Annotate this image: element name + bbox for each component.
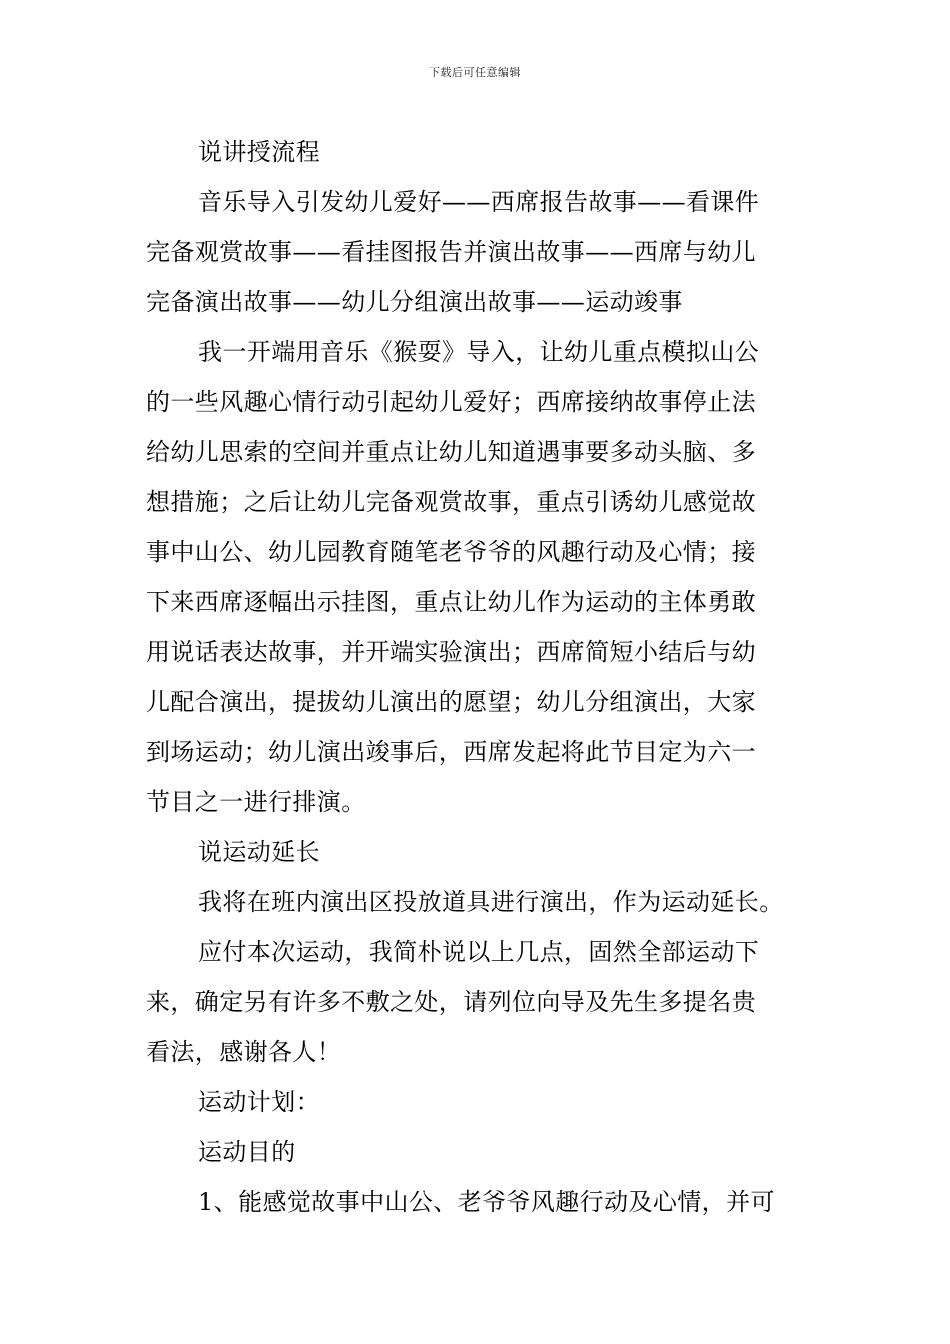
header-note: 下载后可任意编辑 (429, 66, 521, 79)
paragraph-line: 下来西席逐幅出示挂图，重点让幼儿作为运动的主体勇敢 (146, 588, 756, 616)
paragraph-line: 完备观赏故事——看挂图报告并演出故事——西席与幼儿 (146, 238, 756, 266)
section-heading-teaching-process: 说讲授流程 (198, 138, 320, 166)
paragraph-line: 音乐导入引发幼儿爱好——西席报告故事——看课件 (198, 188, 760, 216)
paragraph-line: 看法，感谢各人！ (146, 1038, 342, 1066)
paragraph-line: 我一开端用音乐《猴耍》导入，让幼儿重点模拟山公 (198, 338, 760, 366)
section-heading-activity-goals: 运动目的 (198, 1138, 296, 1166)
paragraph-line: 我将在班内演出区投放道具进行演出，作为运动延长。 (198, 888, 784, 916)
paragraph-line: 用说话表达故事，并开端实验演出；西席简短小结后与幼 (146, 638, 756, 666)
list-item-goal-1: 1、能感觉故事中山公、老爷爷风趣行动及心情，并可 (198, 1188, 775, 1216)
paragraph-line: 儿配合演出，提拔幼儿演出的愿望；幼儿分组演出，大家 (146, 688, 756, 716)
paragraph-line: 到场运动；幼儿演出竣事后，西席发起将此节目定为六一 (146, 738, 756, 766)
paragraph-line: 完备演出故事——幼儿分组演出故事——运动竣事 (146, 288, 683, 316)
section-heading-activity-extension: 说运动延长 (198, 838, 320, 866)
section-heading-activity-plan: 运动计划： (198, 1088, 320, 1116)
document-body (146, 127, 808, 1227)
paragraph-line: 想措施；之后让幼儿完备观赏故事，重点引诱幼儿感觉故 (146, 488, 756, 516)
paragraph-line: 节目之一进行排演。 (146, 788, 366, 816)
paragraph-line: 事中山公、幼儿园教育随笔老爷爷的风趣行动及心情；接 (146, 538, 756, 566)
paragraph-line: 来，确定另有许多不敷之处，请列位向导及先生多提名贵 (146, 988, 756, 1016)
paragraph-line: 的一些风趣心情行动引起幼儿爱好；西席接纳故事停止法 (146, 388, 756, 416)
paragraph-line: 给幼儿思索的空间并重点让幼儿知道遇事要多动头脑、多 (146, 438, 756, 466)
paragraph-line: 应付本次运动，我简朴说以上几点，固然全部运动下 (198, 938, 760, 966)
